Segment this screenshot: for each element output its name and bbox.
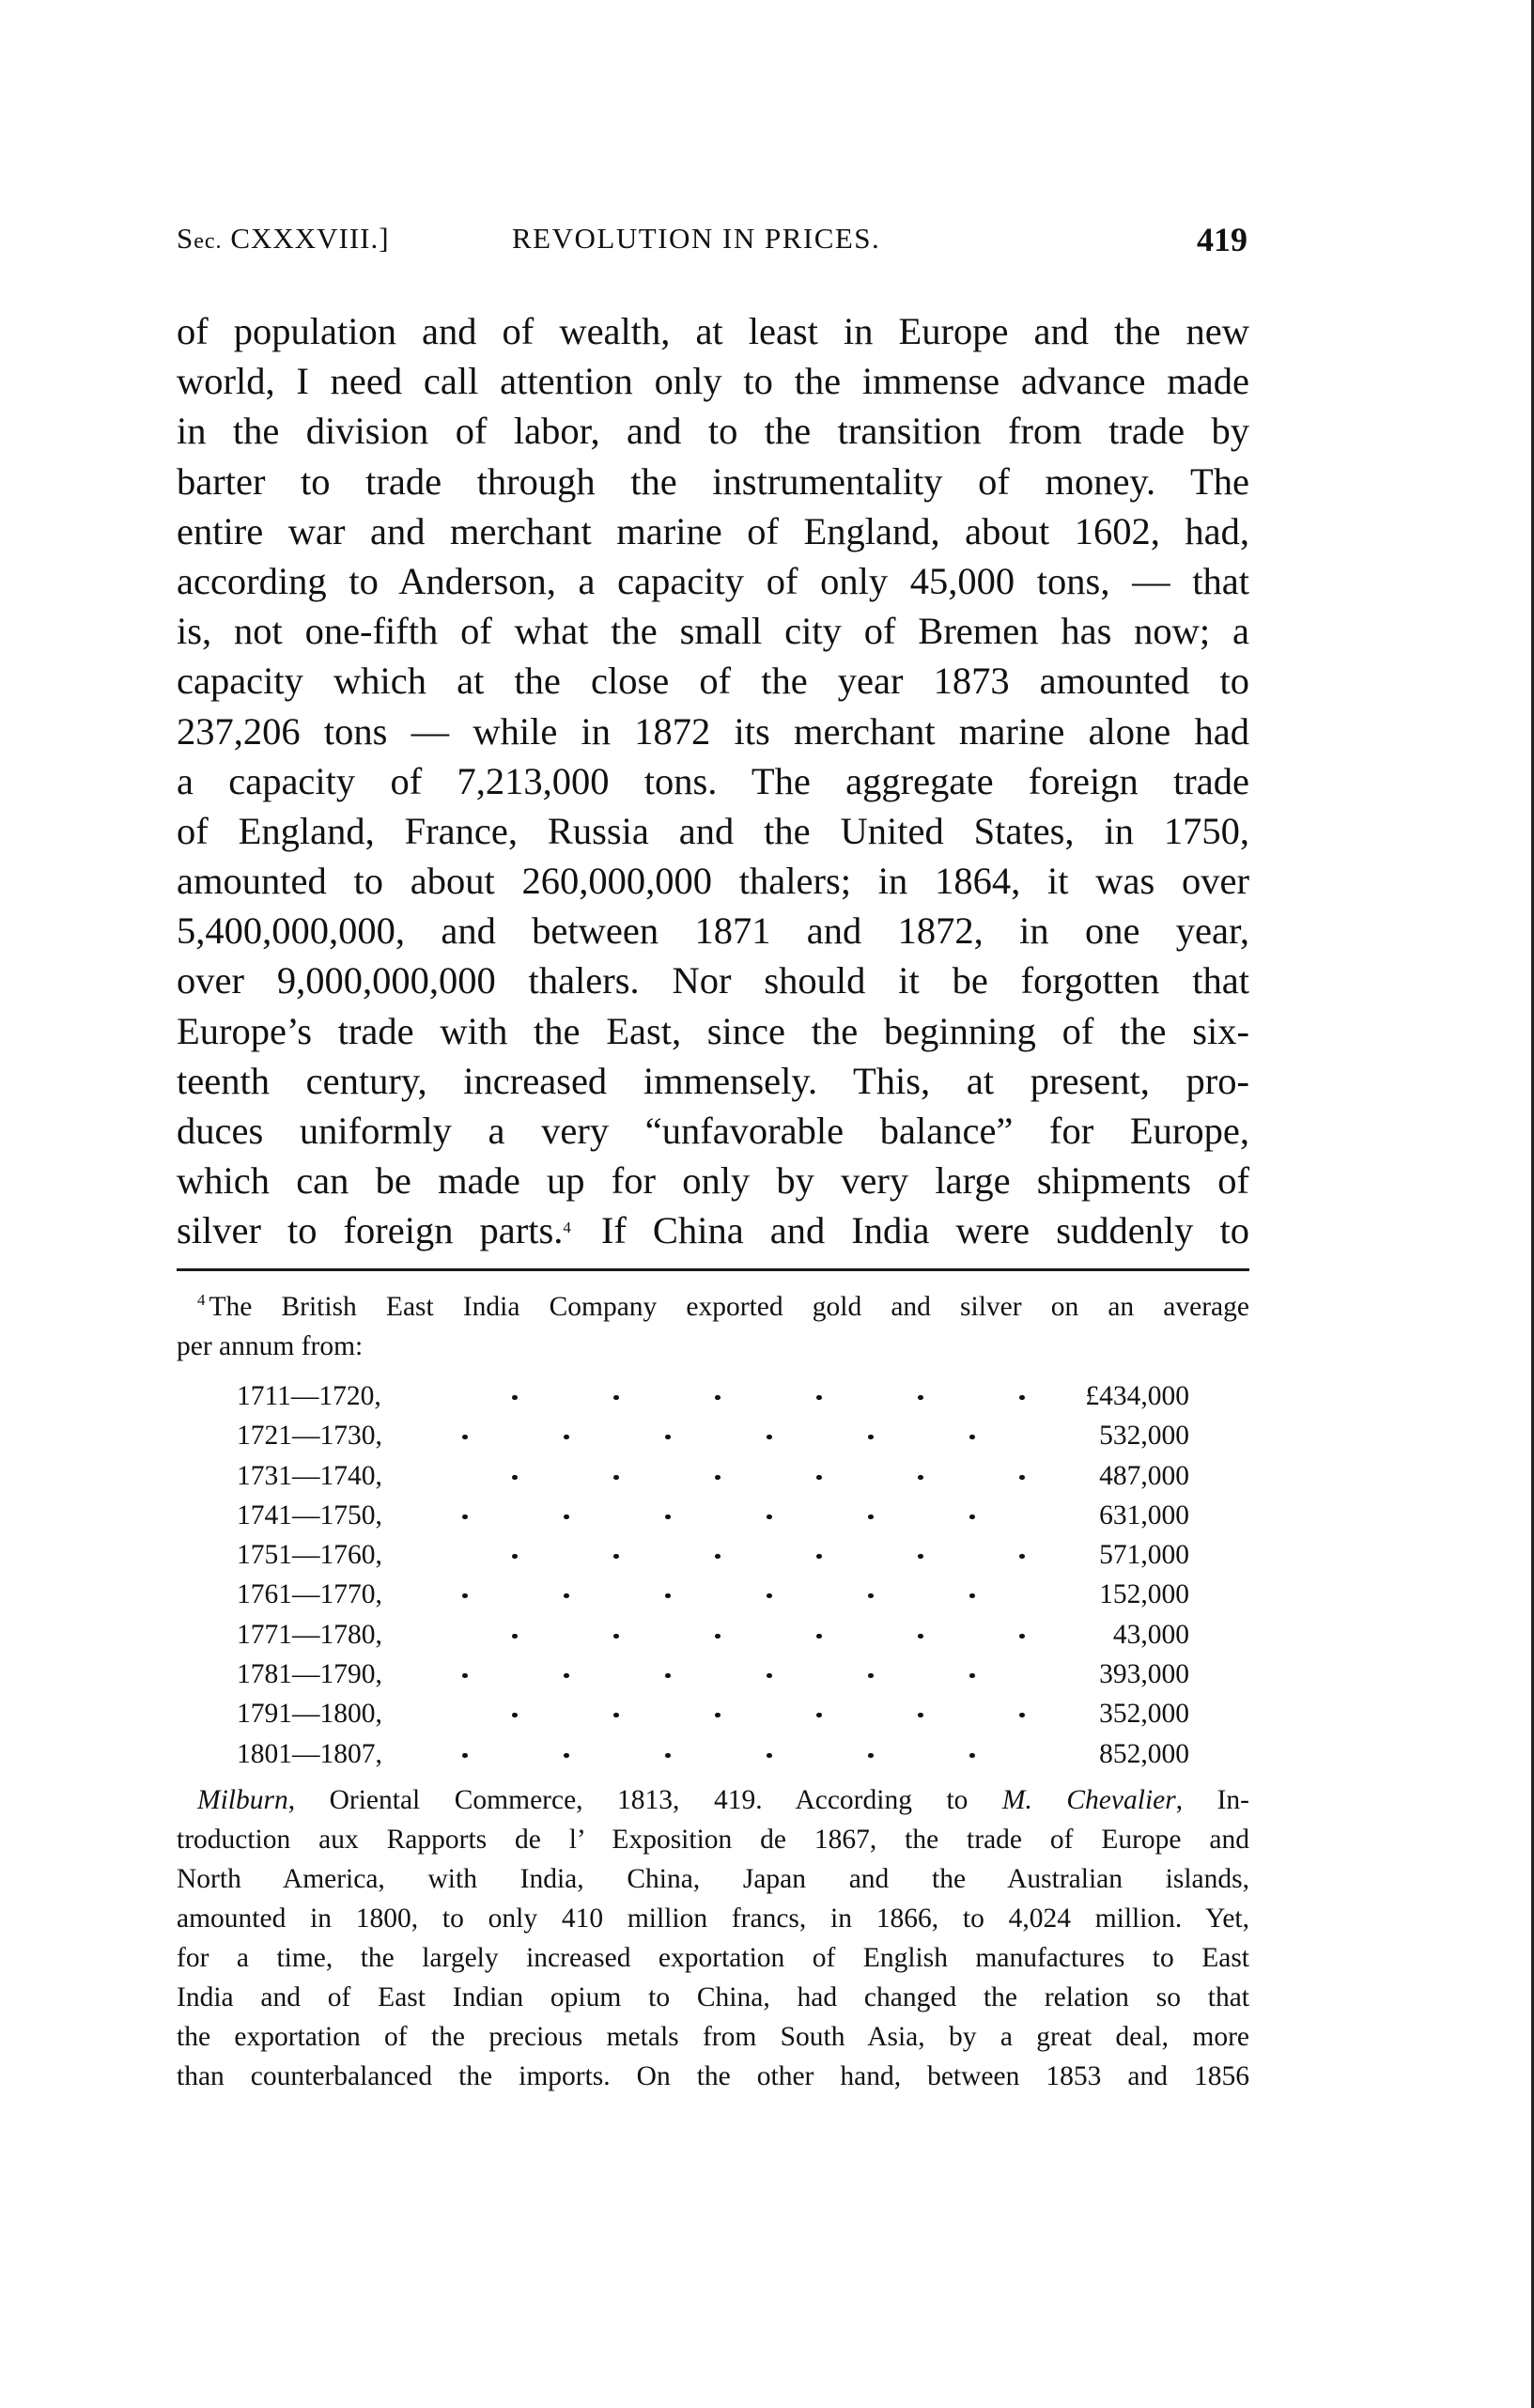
leader-dot [512,1475,518,1480]
leader-dot [564,1673,569,1678]
amount-cell: £434,000 [1085,1381,1189,1411]
leader-dot [868,1673,874,1678]
footnote-rule [177,1268,1249,1271]
amount-cell: 571,000 [1099,1540,1189,1571]
leader-dot [462,1515,468,1519]
table-row [237,1655,1189,1694]
body-line: of England, France, Russia and the United States, in 1750, [177,809,1249,852]
amount-cell: 631,000 [1099,1499,1189,1530]
footnote-text: The British East India Company exported gold and silver on an average [209,1292,1249,1322]
footnote-line: the exportation of the precious metals from South Asia, by a great deal, more [177,2022,1249,2052]
leader-dot [613,1475,619,1480]
section-smallcaps: ec. [194,229,223,254]
footnote-ref[interactable]: 4 [563,1219,571,1237]
leader-dot [918,1475,923,1480]
footnote-line: India and of East Indian opium to China, had changed the relation so that [177,1982,1249,2012]
leader-dot [613,1713,619,1717]
footnote-line [177,1780,1249,1820]
leader-dot [1019,1395,1025,1400]
footnote-line: troduction aux Rapports de l’ Exposition de 1867, the trade of Europe and [177,1825,1249,1855]
body-line: which can be made up for only by very large shipments of [177,1159,1249,1203]
footnote-line: North America, with India, China, Japan and the Australian islands, [177,1864,1249,1894]
table-row [237,1496,1189,1535]
period-cell: 1771—1780, [237,1619,382,1650]
body-paragraph [177,306,1249,1256]
leader-dot [462,1673,468,1678]
leader-dot [969,1515,975,1519]
period-cell: 1741—1750, [237,1499,382,1530]
leader-dot [462,1593,468,1598]
amount-cell: 43,000 [1112,1619,1189,1650]
leader-dot [1019,1554,1025,1559]
amount-cell: 393,000 [1099,1659,1189,1690]
leader-dot [969,1593,975,1598]
table-row [237,1416,1189,1455]
leader-dot [767,1673,772,1678]
amount-cell: 352,000 [1099,1699,1189,1730]
leader-dot [868,1593,874,1598]
table-row [237,1535,1189,1575]
body-line: 5,400,000,000, and between 1871 and 1872, in one year, [177,909,1249,953]
leader-dot [512,1395,518,1400]
period-cell: 1731—1740, [237,1460,382,1491]
table-row [237,1376,1189,1416]
period-cell: 1721—1730, [237,1421,382,1452]
amount-cell: 852,000 [1099,1738,1189,1769]
period-cell: 1791—1800, [237,1699,382,1730]
period-cell: 1801—1807, [237,1738,382,1769]
leader-dot [918,1634,923,1639]
body-line: world, I need call attention only to the immense advance made [177,360,1249,403]
leader-dot [816,1395,822,1400]
body-line: is, not one-fifth of what the small city of Bremen has now; a [177,610,1249,653]
leader-dot [868,1753,874,1758]
leader-dot [767,1593,772,1598]
leader-dot [816,1475,822,1480]
leader-dot [613,1395,619,1400]
body-line: according to Anderson, a capacity of only 45,000 tons, — that [177,559,1249,602]
leader-dot [1019,1634,1025,1639]
leader-dot [512,1713,518,1717]
leader-dot [816,1713,822,1717]
export-table [237,1376,1189,1774]
amount-cell: 152,000 [1099,1579,1189,1610]
leader-dot [564,1515,569,1519]
footnote-line: than counterbalanced the imports. On the other hand, between 1853 and 1856 [177,2061,1249,2091]
section-prefix: S [177,222,194,255]
leader-dot [816,1554,822,1559]
leader-dot [767,1515,772,1519]
period-cell: 1781—1790, [237,1659,382,1690]
footnote-line: amounted in 1800, to only 410 million francs, in 1866, to 4,024 million. Yet, [177,1903,1249,1934]
leader-dot [512,1634,518,1639]
body-line: teenth century, increased immensely. This, at present, pro- [177,1059,1249,1102]
leader-dot [767,1435,772,1439]
page-number: 419 [1197,221,1247,258]
amount-cell: 487,000 [1099,1460,1189,1491]
leader-dot [512,1554,518,1559]
leader-dot [868,1515,874,1519]
leader-dot [715,1634,721,1639]
footnote-line: per annum from: [177,1331,364,1361]
body-line: over 9,000,000,000 thalers. Nor should it be forgotten that [177,959,1249,1002]
body-line: 237,206 tons — while in 1872 its merchant marine alone had [177,709,1249,753]
amount-cell: 532,000 [1099,1421,1189,1452]
leader-dot [1019,1713,1025,1717]
table-row [237,1615,1189,1655]
leader-dot [715,1554,721,1559]
footnote-line [177,1287,1249,1327]
leader-dot [918,1713,923,1717]
body-line-text: silver to foreign parts. [177,1209,564,1252]
section-label [177,222,390,256]
table-row [237,1456,1189,1496]
period-cell: 1761—1770, [237,1579,382,1610]
footnote-intro [177,1287,1249,1366]
body-line: in the division of labor, and to the transition from trade by [177,410,1249,453]
leader-dot [613,1554,619,1559]
body-line: entire war and merchant marine of England, about 1602, had, [177,509,1249,552]
leader-dot [462,1753,468,1758]
footnote-citation [177,1780,1249,2096]
leader-dot [715,1395,721,1400]
body-line: a capacity of 7,213,000 tons. The aggregate foreign trade [177,759,1249,802]
footnote-text: , In- [1175,1785,1249,1815]
table-row [237,1694,1189,1733]
leader-dot [969,1435,975,1439]
body-line [177,1205,1249,1255]
leader-dot [564,1593,569,1598]
leader-dot [868,1435,874,1439]
leader-dot [1019,1475,1025,1480]
leader-dot [665,1435,671,1439]
chapter-title: REVOLUTION IN PRICES. [512,222,881,255]
leader-dot [767,1753,772,1758]
body-line: capacity which at the close of the year 1873 amounted to [177,660,1249,703]
body-line: barter to trade through the instrumentality of money. The [177,459,1249,503]
body-line: duces uniformly a very “unfavorable balance” for Europe, [177,1110,1249,1152]
running-head [177,222,1249,263]
leader-dot [969,1753,975,1758]
period-cell: 1751—1760, [237,1540,382,1571]
leader-dot [918,1554,923,1559]
footnote-text: , Oriental Commerce, 1813, 419. According to [287,1785,1002,1815]
leader-dot [665,1593,671,1598]
leader-dot [665,1673,671,1678]
table-row [237,1575,1189,1614]
body-line: amounted to about 260,000,000 thalers; in 1864, it was over [177,860,1249,903]
leader-dot [665,1753,671,1758]
body-line: Europe’s trade with the East, since the beginning of the six- [177,1009,1249,1052]
body-line-text: If China and India were suddenly to [574,1209,1249,1252]
leader-dot [969,1673,975,1678]
leader-dot [564,1753,569,1758]
section-number: CXXXVIII.] [222,222,390,255]
footnote-line: for a time, the largely increased exportation of English manufactures to East [177,1943,1249,1973]
footnote-marker: 4 [197,1291,206,1309]
author-name: M. Chevalier [1001,1785,1176,1815]
leader-dot [564,1435,569,1439]
author-name: Milburn [197,1785,288,1815]
body-line: of population and of wealth, at least in Europe and the new [177,310,1249,352]
leader-dot [918,1395,923,1400]
leader-dot [715,1713,721,1717]
table-row [237,1734,1189,1774]
leader-dot [613,1634,619,1639]
period-cell: 1711—1720, [237,1381,381,1411]
leader-dot [462,1435,468,1439]
leader-dot [715,1475,721,1480]
leader-dot [665,1515,671,1519]
leader-dot [816,1634,822,1639]
